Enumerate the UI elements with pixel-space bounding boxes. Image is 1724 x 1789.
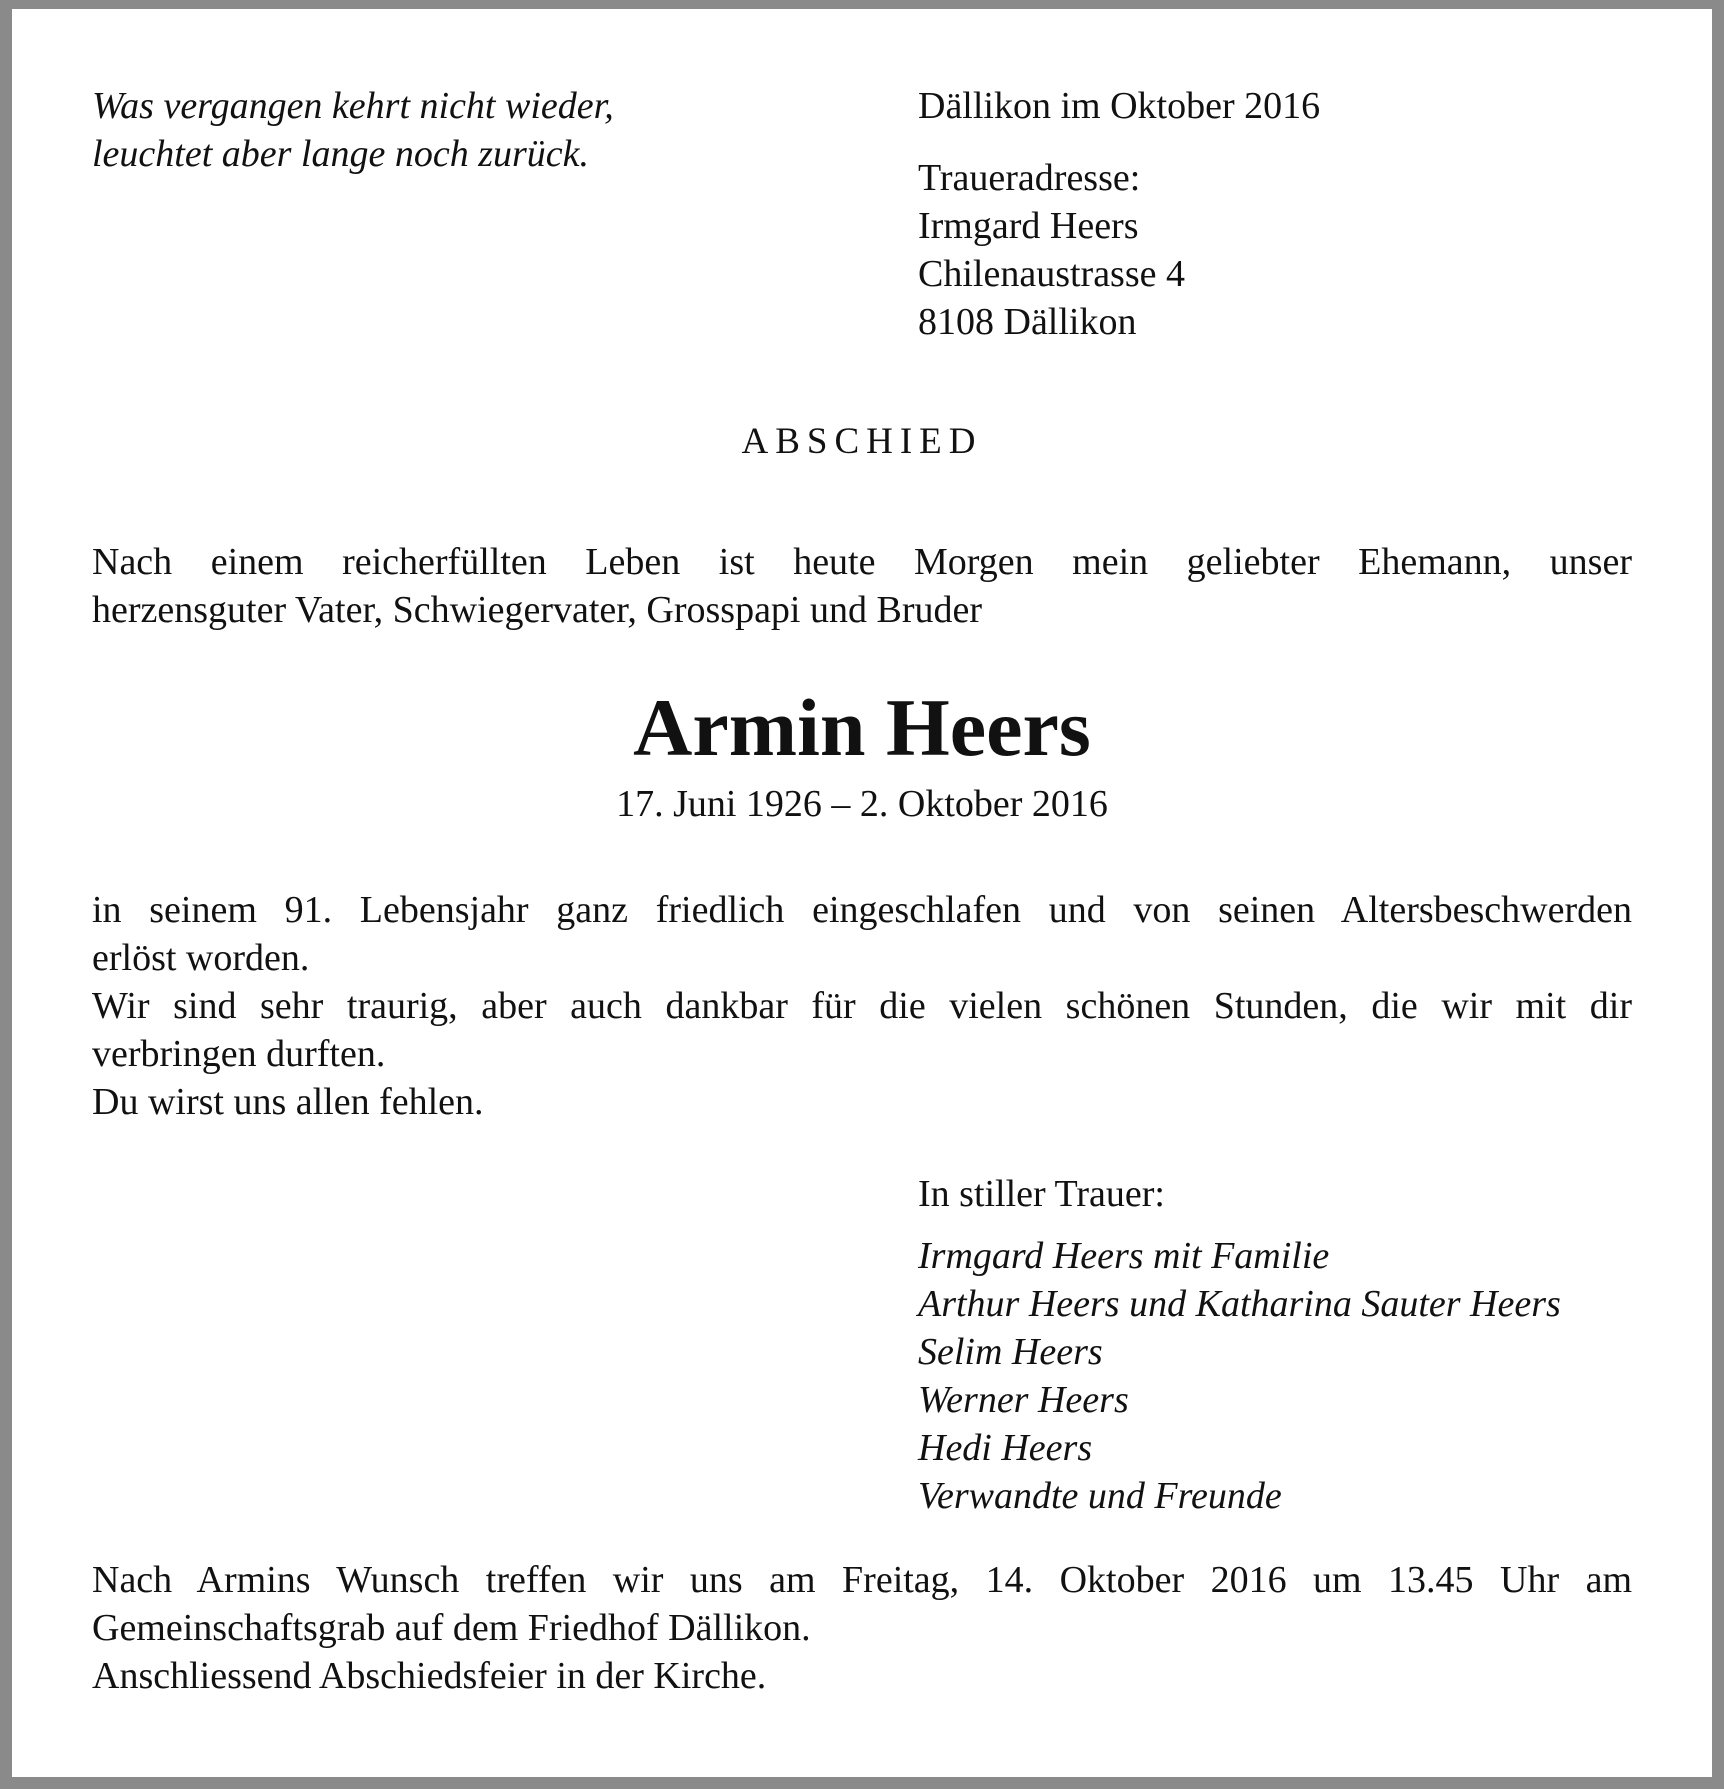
notice-heading: ABSCHIED xyxy=(741,421,983,462)
message-line: Wir sind sehr traurig, aber auch dankbar für die vielen schönen Stunden, die wir mit dir xyxy=(92,985,1632,1027)
mourner-item: Arthur Heers und Katharina Sauter Heers xyxy=(918,1283,1561,1325)
mourner-item: Irmgard Heers mit Familie xyxy=(918,1235,1330,1277)
funeral-info xyxy=(92,1556,1632,1700)
intro-paragraph xyxy=(92,538,1632,634)
funeral-info-line: Anschliessend Abschiedsfeier in der Kirche. xyxy=(92,1655,767,1697)
mourners-title: In stiller Trauer: xyxy=(918,1173,1165,1215)
message-line: in seinem 91. Lebensjahr ganz friedlich eingeschlafen und von seinen Altersbeschwerden xyxy=(92,889,1632,931)
address-city: 8108 Dällikon xyxy=(918,301,1137,343)
message-paragraph xyxy=(92,886,1632,1126)
address-label: Traueradresse: xyxy=(918,157,1141,199)
funeral-info-line: Gemeinschaftsgrab auf dem Friedhof Dällikon. xyxy=(92,1607,811,1649)
message-line: verbringen durften. xyxy=(92,1033,386,1075)
mourner-item: Verwandte und Freunde xyxy=(918,1475,1282,1517)
address-column xyxy=(918,82,1632,346)
address-name: Irmgard Heers xyxy=(918,205,1139,247)
mourner-item: Selim Heers xyxy=(918,1331,1103,1373)
message-line: erlöst worden. xyxy=(92,937,310,979)
motto-line: leuchtet aber lange noch zurück. xyxy=(92,133,590,175)
funeral-info-line: Nach Armins Wunsch treffen wir uns am Freitag, 14. Oktober 2016 um 13.45 Uhr am xyxy=(92,1559,1632,1601)
intro-line: herzensguter Vater, Schwiegervater, Grosspapi und Bruder xyxy=(92,589,983,631)
deceased-name: Armin Heers xyxy=(633,682,1091,773)
address-street: Chilenaustrasse 4 xyxy=(918,253,1186,295)
mourning-address xyxy=(918,154,1632,346)
obituary-notice xyxy=(92,80,1632,1697)
mourner-item: Werner Heers xyxy=(918,1379,1129,1421)
intro-line: Nach einem reicherfüllten Leben ist heute Morgen mein geliebter Ehemann, unser xyxy=(92,541,1632,583)
mourners-list xyxy=(918,1232,1632,1520)
mourner-item: Hedi Heers xyxy=(918,1427,1093,1469)
message-line: Du wirst uns allen fehlen. xyxy=(92,1081,484,1123)
motto-quote xyxy=(92,82,792,178)
motto-line: Was vergangen kehrt nicht wieder, xyxy=(92,85,614,127)
place-date: Dällikon im Oktober 2016 xyxy=(918,85,1321,127)
mourners-section xyxy=(918,1170,1632,1520)
life-dates: 17. Juni 1926 – 2. Oktober 2016 xyxy=(616,783,1108,825)
header-section xyxy=(92,80,1632,360)
